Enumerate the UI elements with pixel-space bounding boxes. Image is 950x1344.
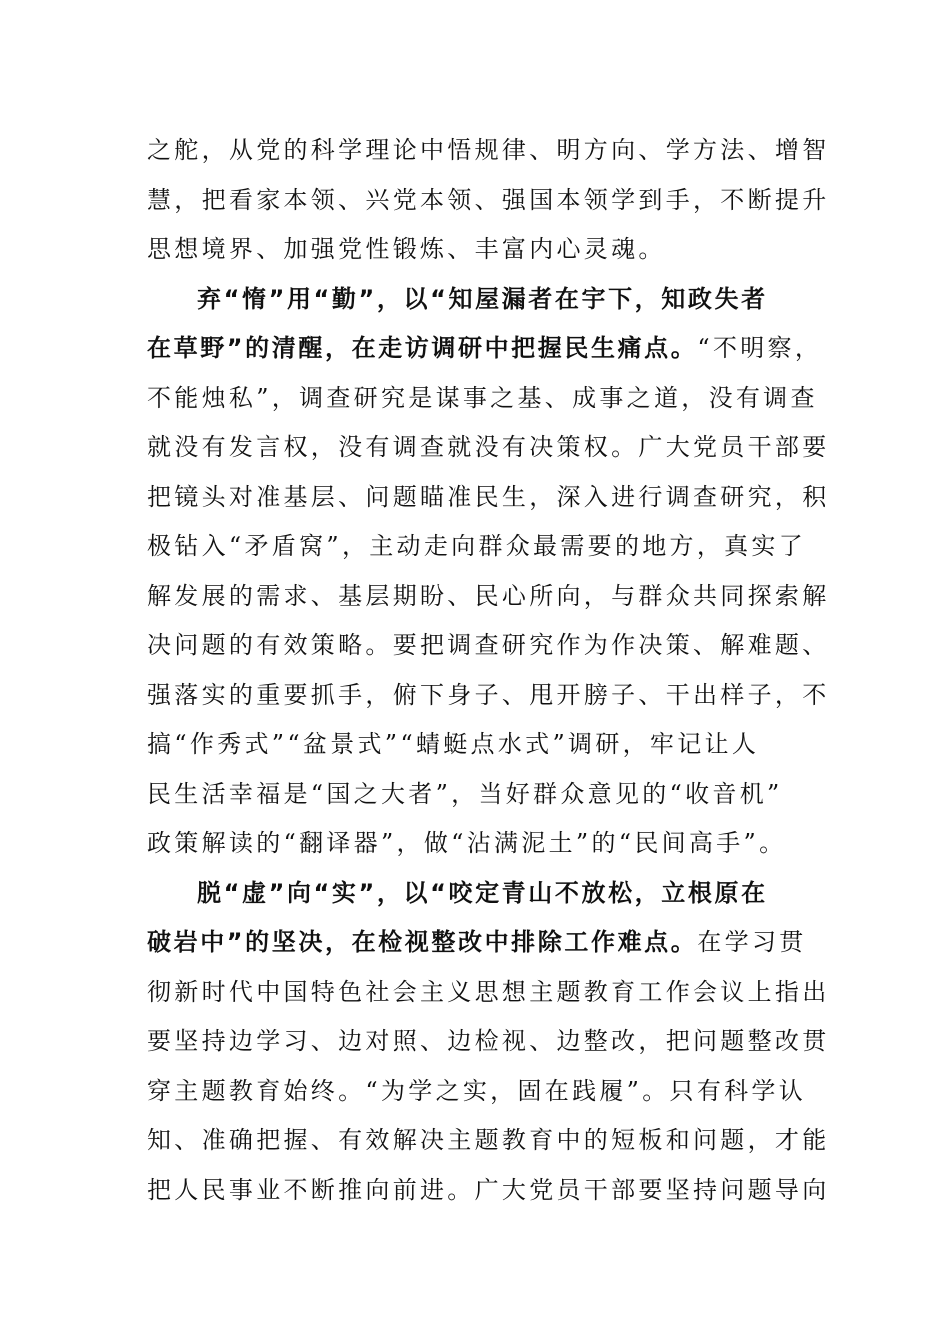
- text-line: [147, 374, 818, 424]
- text-line: [147, 176, 830, 226]
- body-text-span: 不能烛私”，调查研究是谋事之基、成事之道，没有调查: [147, 383, 818, 412]
- paragraph-first-line: [147, 275, 807, 325]
- text-line: [147, 1116, 830, 1166]
- body-text-span: 解发展的需求、基层期盼、民心所向，与群众共同探索解: [147, 581, 830, 610]
- bold-heading-text: 在草野”的清醒，在走访调研中把握民生痛点。: [147, 334, 698, 362]
- body-text-span: 彻新时代中国特色社会主义思想主题教育工作会议上指出: [147, 977, 830, 1006]
- text-line: [147, 126, 830, 176]
- text-line: [147, 1067, 807, 1117]
- body-text-span: 政策解读的“翻译器”，做“沾满泥土”的“民间高手”。: [147, 829, 787, 857]
- text-line: [147, 720, 807, 770]
- text-line: [147, 819, 807, 869]
- bold-heading-text: 弃“惰”用“勤”，以“知屋漏者在宇下，知政失者: [197, 284, 768, 313]
- text-line: [147, 423, 830, 473]
- body-text-span: 极钻入“矛盾窝”，主动走向群众最需要的地方，真实了: [147, 532, 807, 560]
- text-line: [147, 1017, 830, 1067]
- body-text-span: 民生活幸福是“国之大者”，当好群众意见的“收音机”: [147, 779, 783, 808]
- bold-heading-text: 破岩中”的坚决，在检视整改中排除工作难点。: [147, 928, 698, 956]
- body-text-span: 穿主题教育始终。“为学之实，固在践履”。只有科学认: [147, 1076, 807, 1105]
- body-text-span: 把人民事业不断推向前进。广大党员干部要坚持问题导向: [147, 1175, 830, 1204]
- text-line: [147, 621, 830, 671]
- text-line: [147, 671, 830, 721]
- text-line: [147, 572, 830, 622]
- body-text-span: 决问题的有效策略。要把调查研究作为作决策、解难题、: [147, 631, 830, 659]
- body-text-span: 把镜头对准基层、问题瞄准民生，深入进行调查研究，积: [147, 482, 830, 511]
- text-line: [147, 770, 807, 820]
- body-text-span: 知、准确把握、有效解决主题教育中的短板和问题，才能: [147, 1126, 830, 1154]
- text-line: [147, 225, 807, 275]
- body-text-span: 搞“作秀式”“盆景式”“蜻蜓点水式”调研，牢记让人: [147, 730, 760, 758]
- body-text-span: “不明察，: [697, 334, 823, 362]
- body-text-span: 之舵，从党的科学理论中悟规律、明方向、学方法、增智: [147, 136, 830, 164]
- body-text-span: 在学习贯: [697, 928, 807, 956]
- text-line: [147, 1166, 830, 1216]
- bold-heading-text: 脱“虚”向“实”，以“咬定青山不放松，立根原在: [197, 878, 768, 907]
- body-text-span: 思想境界、加强党性锻炼、丰富内心灵魂。: [147, 235, 666, 263]
- text-line: [147, 522, 807, 572]
- text-line: [147, 918, 807, 968]
- body-text-span: 就没有发言权，没有调查就没有决策权。广大党员干部要: [147, 433, 830, 461]
- body-text-span: 强落实的重要抓手，俯下身子、甩开膀子、干出样子，不: [147, 680, 830, 709]
- paragraph-first-line: [147, 869, 807, 919]
- text-line: [147, 968, 830, 1018]
- text-line: [147, 324, 823, 374]
- body-text: [147, 126, 830, 1215]
- text-line: [147, 473, 830, 523]
- body-text-span: 要坚持边学习、边对照、边检视、边整改，把问题整改贯: [147, 1027, 830, 1055]
- body-text-span: 慧，把看家本领、兴党本领、强国本领学到手，不断提升: [147, 185, 830, 214]
